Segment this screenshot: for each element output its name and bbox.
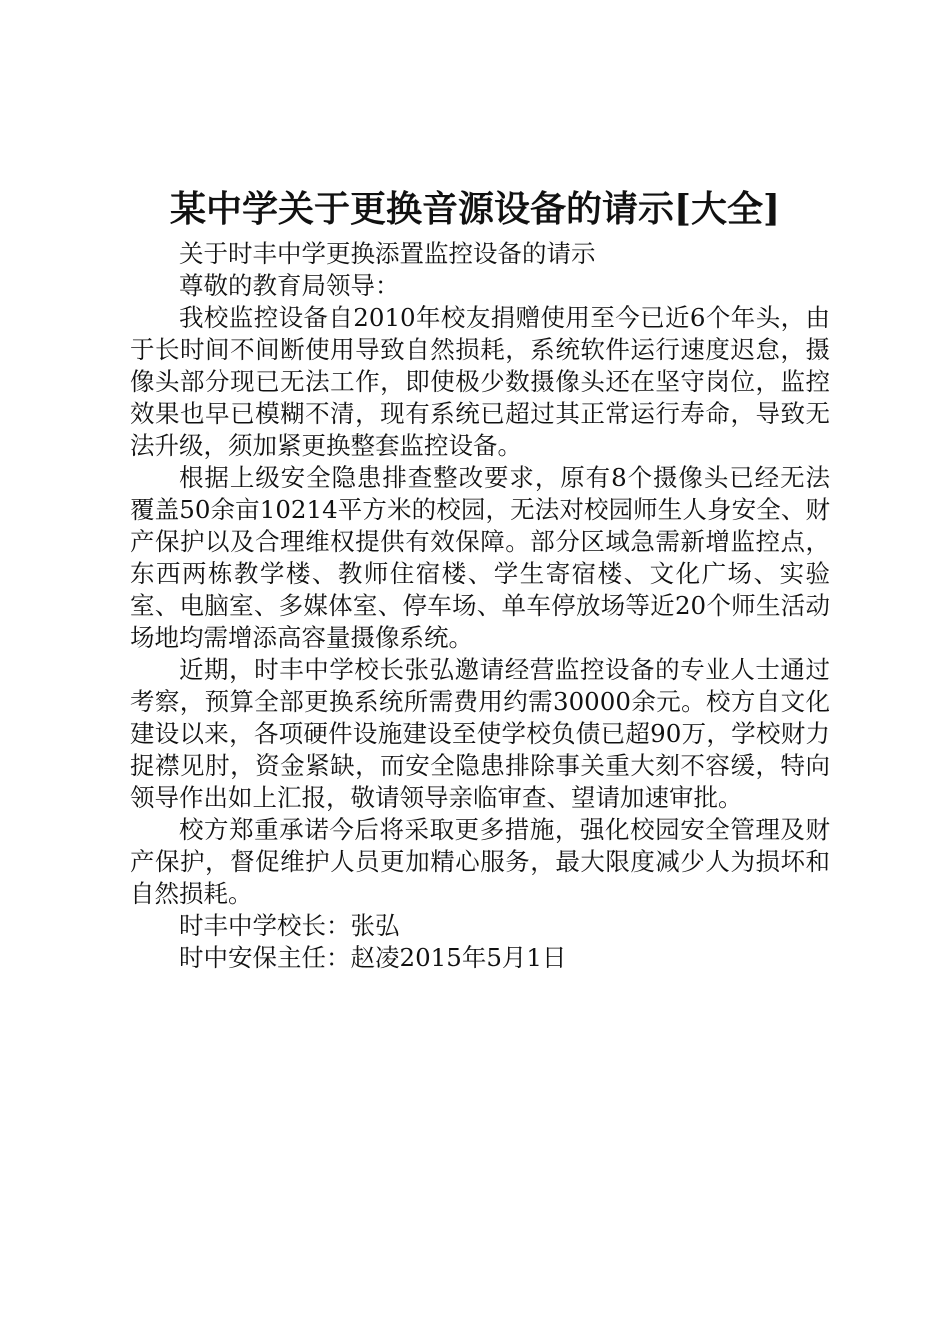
paragraph-3: 近期，时丰中学校长张弘邀请经营监控设备的专业人士通过考察，预算全部更换系统所需费用约需30000余元。校方自文化建设以来，各项硬件设施建设至使学校负债已超90万，学校财力捉襟见肘，资金紧缺，而安全隐患排除事关重大刻不容缓，特向领导作出如上汇报，敬请领导亲临审查、望请加速审批。 xyxy=(130,655,830,812)
paragraph-2: 根据上级安全隐患排查整改要求，原有8个摄像头已经无法覆盖50余亩10214平方米的校园，无法对校园师生人身安全、财产保护以及合理维权提供有效保障。部分区域急需新增监控点，东西两栋教学楼、教师住宿楼、学生寄宿楼、文化广场、实验室、电脑室、多媒体室、停车场、单车停放场等近20个师生活动场地均需增添高容量摄像系统。 xyxy=(130,463,830,652)
signature-principal: 时丰中学校长：张弘 xyxy=(179,911,400,940)
document-body xyxy=(130,238,830,974)
document-title: 某中学关于更换音源设备的请示[大全] xyxy=(169,188,781,230)
salutation: 尊敬的教育局领导： xyxy=(179,271,400,300)
document-subtitle: 关于时丰中学更换添置监控设备的请示 xyxy=(179,239,596,268)
paragraph-1: 我校监控设备自2010年校友捐赠使用至今已近6个年头，由于长时间不间断使用导致自然损耗，系统软件运行速度迟怠，摄像头部分现已无法工作，即使极少数摄像头还在坚守岗位，监控效果也早已模糊不清，现有系统已超过其正常运行寿命，导致无法升级，须加紧更换整套监控设备。 xyxy=(130,303,830,460)
signature-security: 时中安保主任：赵凌2015年5月1日 xyxy=(179,943,567,972)
paragraph-4: 校方郑重承诺今后将采取更多措施，强化校园安全管理及财产保护，督促维护人员更加精心服务，最大限度减少人为损坏和自然损耗。 xyxy=(130,815,830,908)
